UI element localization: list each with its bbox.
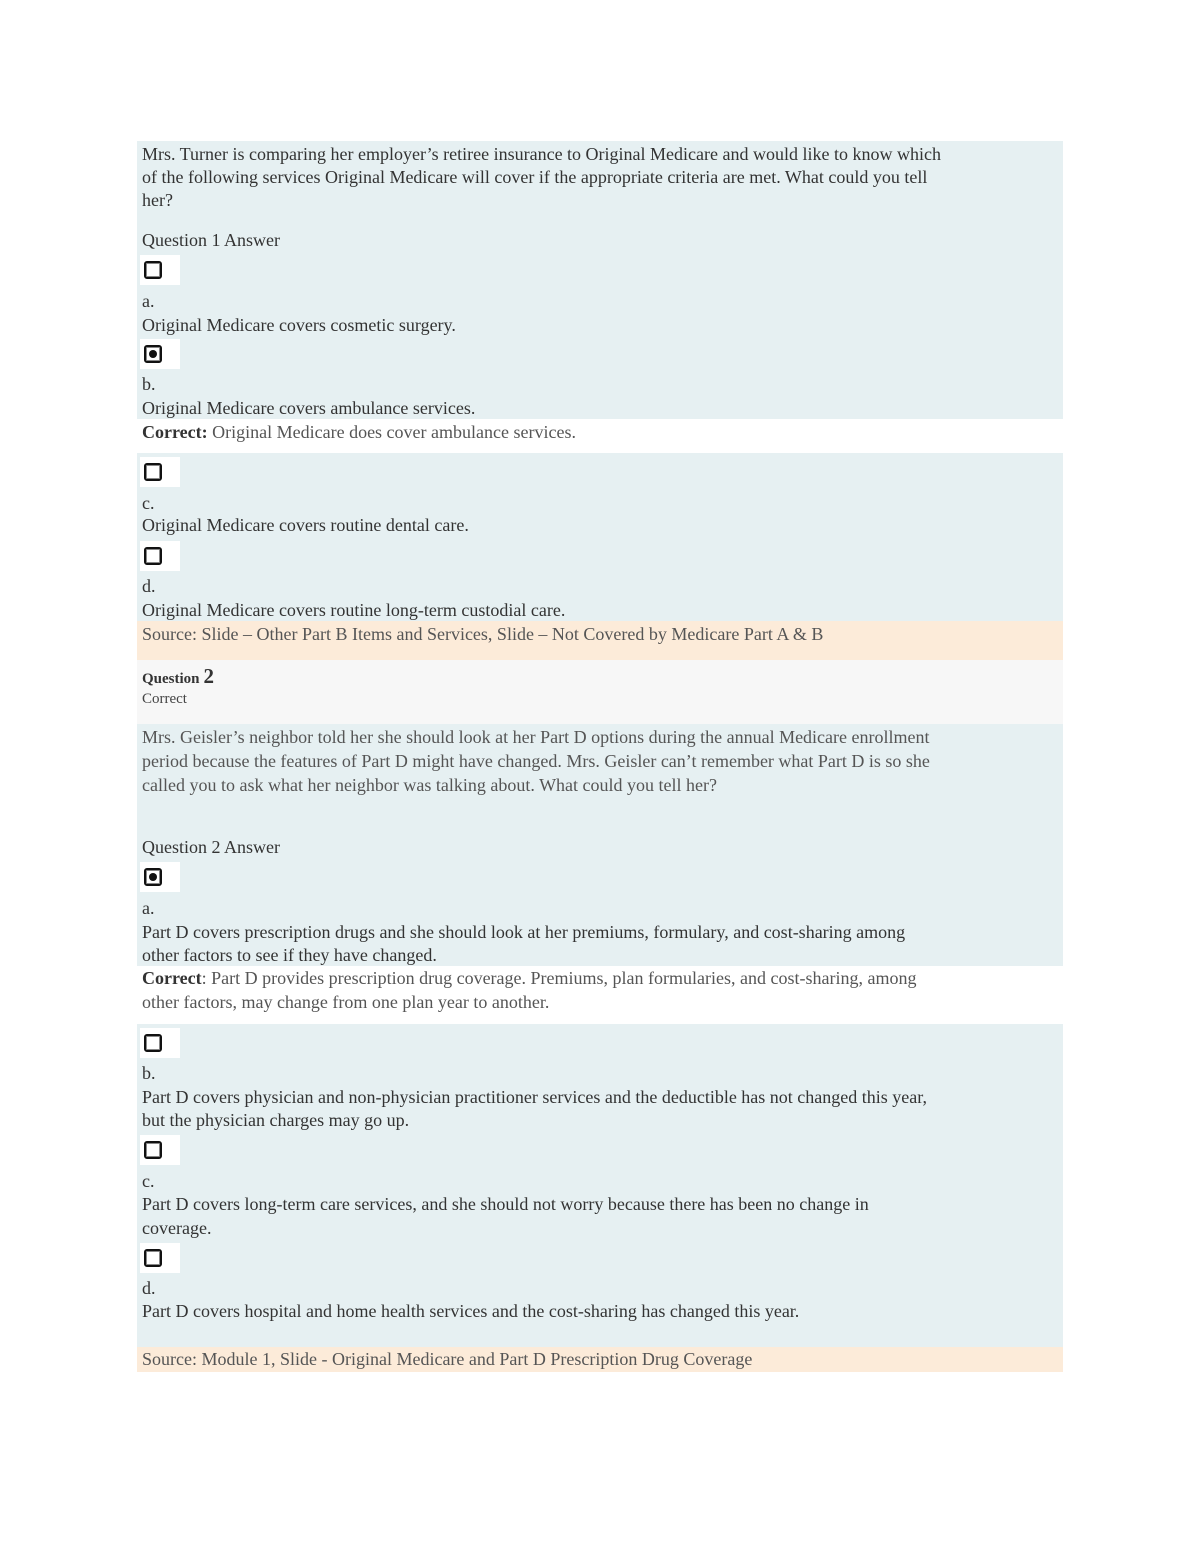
- q2-text-line-1: Mrs. Geisler’s neighbor told her she should look at her Part D options during the annual Medicare enrollment: [142, 727, 930, 747]
- q2-feedback-line-1: [142, 967, 916, 991]
- q1-feedback-text: Original Medicare does cover ambulance services.: [207, 422, 576, 442]
- q1-text-line-2: of the following services Original Medicare will cover if the appropriate criteria are met. What could you tell: [142, 167, 928, 187]
- q2-source: Source: Module 1, Slide - Original Medicare and Part D Prescription Drug Coverage: [142, 1349, 753, 1369]
- q2-heading: [142, 664, 214, 689]
- q2-option-b-letter: b.: [142, 1063, 156, 1083]
- q2-heading-word: Question: [142, 671, 200, 687]
- q1-option-c-letter: c.: [142, 493, 155, 513]
- q1-source: Source: Slide – Other Part B Items and Services, Slide – Not Covered by Medicare Part A & B: [142, 624, 824, 644]
- q1-feedback-label: Correct:: [142, 422, 208, 442]
- radio-icon: [144, 463, 162, 481]
- q2-option-b-text-2: but the physician charges may go up.: [142, 1110, 410, 1130]
- q1-option-a-letter: a.: [142, 291, 155, 311]
- q2-option-c-text-1: Part D covers long-term care services, and she should not worry because there has been no change in: [142, 1194, 869, 1214]
- q1-option-a-radio[interactable]: [140, 255, 180, 285]
- q2-option-d-letter: d.: [142, 1278, 156, 1298]
- q2-option-a-letter: a.: [142, 898, 155, 918]
- radio-icon: [144, 547, 162, 565]
- q1-option-c-radio[interactable]: [140, 457, 180, 487]
- q1-option-d-letter: d.: [142, 576, 156, 596]
- q2-option-d-text-1: Part D covers hospital and home health services and the cost-sharing has changed this year.: [142, 1301, 800, 1321]
- q1-option-d-text: Original Medicare covers routine long-term custodial care.: [142, 600, 566, 620]
- q2-option-c-letter: c.: [142, 1171, 155, 1191]
- radio-icon: [144, 261, 162, 279]
- q1-option-b-radio[interactable]: [140, 339, 180, 369]
- q1-option-b-letter: b.: [142, 374, 156, 394]
- q2-option-c-radio[interactable]: [140, 1135, 180, 1165]
- q1-option-a-text: Original Medicare covers cosmetic surgery.: [142, 315, 456, 335]
- radio-icon: [144, 1141, 162, 1159]
- q2-feedback-text-1: : Part D provides prescription drug coverage. Premiums, plan formularies, and cost-sharing, among: [201, 968, 917, 988]
- q2-option-b-text-1: Part D covers physician and non-physician practitioner services and the deductible has not changed this year,: [142, 1087, 928, 1107]
- q2-info-block: [137, 660, 1063, 724]
- radio-icon: [144, 1249, 162, 1267]
- q1-text-line-1: Mrs. Turner is comparing her employer’s retiree insurance to Original Medicare and would like to know which: [142, 144, 941, 164]
- q1-option-b-text: Original Medicare covers ambulance services.: [142, 398, 476, 418]
- q2-text-line-3: called you to ask what her neighbor was talking about. What could you tell her?: [142, 775, 718, 795]
- q2-state: Correct: [142, 691, 187, 707]
- q2-option-a-text-1: Part D covers prescription drugs and she should look at her premiums, formulary, and cost-sharing among: [142, 922, 906, 942]
- q1-feedback: [142, 421, 576, 445]
- radio-selected-icon: [144, 345, 162, 363]
- q2-text-line-2: period because the features of Part D might have changed. Mrs. Geisler can’t remember what Part D is so she: [142, 751, 930, 771]
- q2-option-a-text-2: other factors to see if they have changed.: [142, 945, 437, 965]
- q1-option-c-text: Original Medicare covers routine dental care.: [142, 515, 469, 535]
- q2-option-d-radio[interactable]: [140, 1243, 180, 1273]
- q1-option-d-radio[interactable]: [140, 541, 180, 571]
- q2-heading-number: 2: [203, 664, 215, 688]
- radio-selected-icon: [144, 868, 162, 886]
- q2-feedback-line-2: other factors, may change from one plan year to another.: [142, 992, 550, 1012]
- q2-option-c-text-2: coverage.: [142, 1218, 212, 1238]
- q2-option-a-radio[interactable]: [140, 862, 180, 892]
- q2-option-b-radio[interactable]: [140, 1028, 180, 1058]
- q2-answer-label: Question 2 Answer: [142, 837, 280, 857]
- q1-answer-label: Question 1 Answer: [142, 230, 280, 250]
- radio-icon: [144, 1034, 162, 1052]
- q2-feedback-label: Correct: [142, 968, 202, 988]
- q1-options-block-2: [137, 453, 1063, 622]
- q1-text-line-3: her?: [142, 190, 173, 210]
